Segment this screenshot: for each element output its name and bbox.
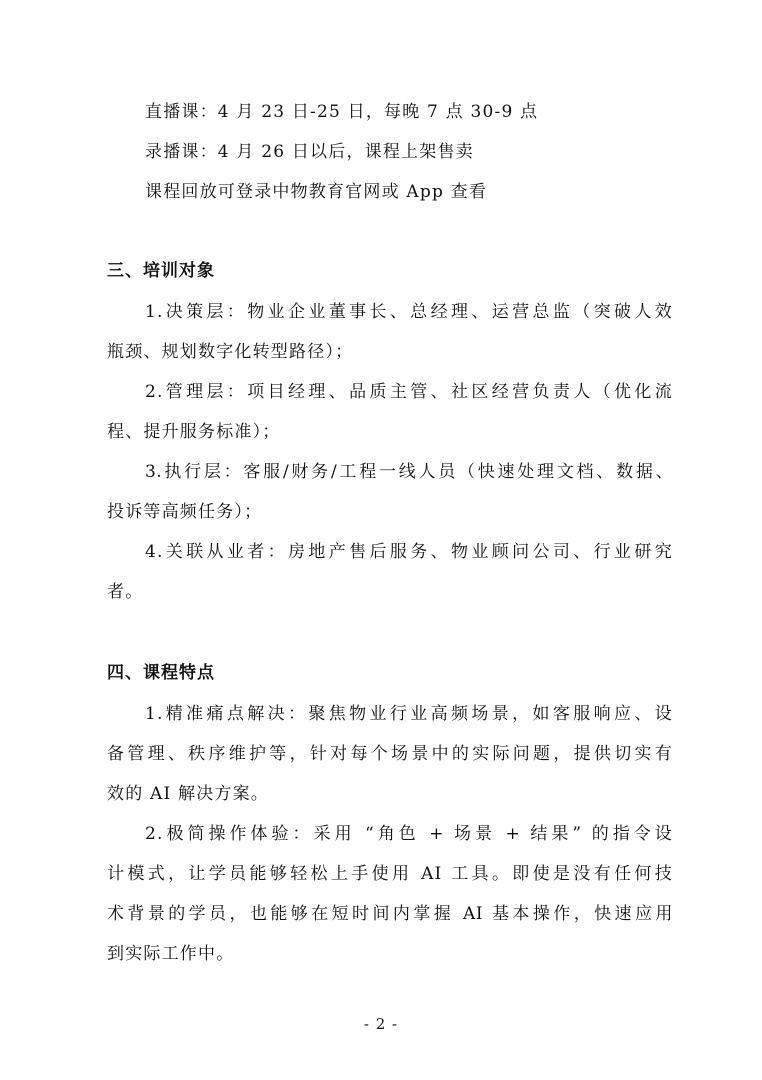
section-4-p1-line-3: 效的 AI 解决方案。: [107, 784, 269, 804]
section-4-p2-line-4: 到实际工作中。: [107, 944, 235, 964]
section-3-item-2-line-1: 2.管理层：项目经理、品质主管、社区经营负责人（优化流: [145, 382, 673, 402]
section-4-title: 四、课程特点: [107, 663, 215, 683]
section-3-item-3-line-1: 3.执行层：客服/财务/工程一线人员（快速处理文档、数据、: [145, 462, 673, 482]
section-3-item-4-line-2: 者。: [107, 582, 144, 602]
section-4-p2-line-1: 2.极简操作体验：采用 “角色 + 场景 + 结果” 的指令设: [145, 824, 673, 844]
section-4-p2-line-2: 计模式，让学员能够轻松上手使用 AI 工具。即使是没有任何技: [107, 864, 673, 884]
section-3-item-4-line-1: 4.关联从业者：房地产售后服务、物业顾问公司、行业研究: [145, 542, 673, 562]
section-3-item-2-line-2: 程、提升服务标准）；: [107, 422, 281, 442]
section-4-p1-line-1: 1.精准痛点解决：聚焦物业行业高频场景，如客服响应、设: [145, 704, 673, 724]
schedule-recorded: 录播课：4 月 26 日以后，课程上架售卖: [145, 142, 474, 162]
section-4-p2-line-3: 术背景的学员，也能够在短时间内掌握 AI 基本操作，快速应用: [107, 904, 673, 924]
section-3-title: 三、培训对象: [107, 261, 215, 281]
section-4-p1-line-2: 备管理、秩序维护等，针对每个场景中的实际问题，提供切实有: [107, 744, 673, 764]
section-3-item-3-line-2: 投诉等高频任务）；: [107, 502, 263, 522]
section-3-item-1-line-1: 1.决策层：物业企业董事长、总经理、运营总监（突破人效: [145, 302, 673, 322]
schedule-live: 直播课：4 月 23 日-25 日，每晚 7 点 30-9 点: [145, 102, 539, 122]
page-number: - 2 -: [363, 1015, 399, 1033]
schedule-replay: 课程回放可登录中物教育官网或 App 查看: [145, 182, 488, 202]
section-3-item-1-line-2: 瓶颈、规划数字化转型路径）；: [107, 342, 354, 362]
